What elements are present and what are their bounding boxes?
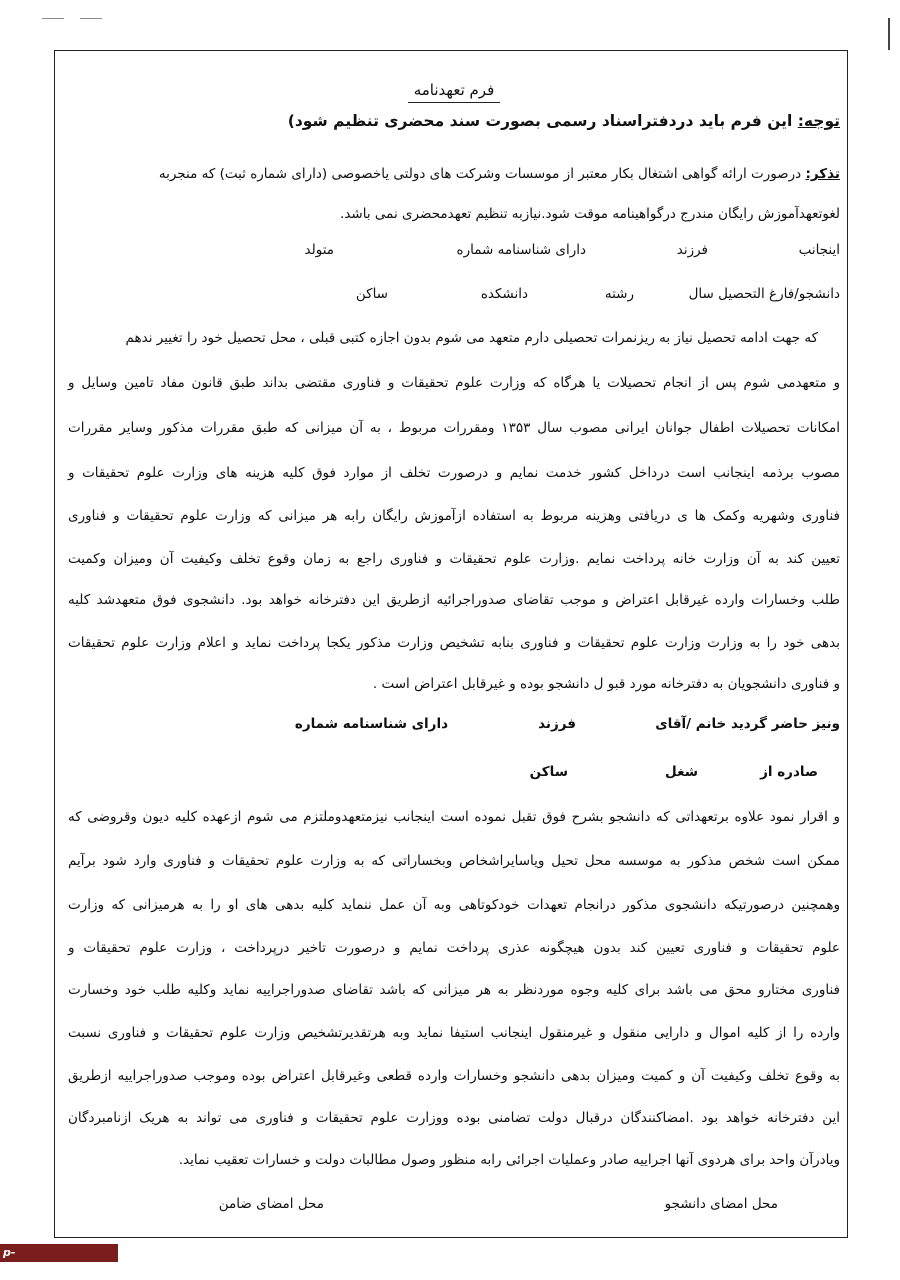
body2-line: ممکن است شخص مذکور به موسسه محل تحیل ویاسایراشخاص وبخساراتی که به وزارت علوم تحقیقات و فناوری وارد شود برآیم (68, 853, 840, 869)
reminder-label: تذکر: (805, 166, 840, 182)
label-id-number: دارای شناسنامه شماره (456, 242, 586, 258)
label-resident: ساکن (355, 286, 388, 302)
body2-line: فناوری مختارو محق می باشد برای کلیه وجوه موردنظر به هر میزانی که باشد تقاضای صدوراجراییه نماید وکلیه طلب خود وخسارت (68, 982, 840, 998)
scan-mark (80, 18, 102, 19)
body1-line: طلب وخسارات وارده غیرقابل اعتراض و موجب تقاضای صدوراجرائیه ازطریق این دفترخانه خواهد بود. دانشجوی فوق متعهدشد کلیه (68, 592, 840, 608)
body1-line: و فناوری دانشجویان به دفترخانه مورد قبو ل دانشجو بوده و غیرقابل اعتراض است . (372, 676, 840, 692)
body1-line: فناوری وشهریه وکمک ها ی دریافتی وهزینه مربوط به استفاده ازآموزش رایگان رابه هر میزانی که وزارت علوم تحقیقات و فناوری (68, 508, 840, 524)
label-also-present: ونیز حاضر گردید خانم /آقای (655, 716, 840, 732)
label-guarantor-child-of: فرزند (538, 716, 576, 732)
commitment-form (64, 58, 844, 1228)
scan-edge-line (888, 18, 890, 50)
label-field: رشته (604, 286, 634, 302)
body1-line: بدهی خود را به وزارت وزارت علوم تحقیقات و فناوری بنابه تشخیص وزارت مذکور یکجا پرداخت نماید و اعلام وزارت علوم تحقیقات (68, 635, 840, 651)
notice-label: توجه: (797, 112, 840, 130)
label-guarantor-id-number: دارای شناسنامه شماره (294, 716, 448, 732)
body1-line: که جهت ادامه تحصیل نیاز به ریزنمرات تحصیلی دارم متعهد می شوم بدون اجازه کتبی قبلی ، محل تحصیل خود را تغییر ندهم (125, 330, 818, 346)
body2-line: وارده را از کلیه اموال و دارایی منقول و غیرمنقول اینجانب استیفا نماید وبه هرتقدیرتشخیص وزارت علوم تحقیقات و فناوری نسبت (68, 1025, 840, 1041)
body2-line: این دفترخانه خواهد بود .امضاکنندگان درقبال دولت تضامنی بوده ووزارت علوم تحقیقات و فناوری می تواند به هریک ازنامبردگان (68, 1110, 840, 1126)
body1-line: مصوب برذمه اینجانب است درداخل کشور خدمت نمایم و درصورت تخلف از موارد فوق کلیه هزینه های وزارت علوم تحقیقات و (68, 465, 840, 481)
reminder-text-2: لغوتعهدآموزش رایگان مندرج درگواهینامه موقت شود.نیازبه تنظیم تعهدمحضری نمی باشد. (340, 206, 840, 222)
label-job: شغل (665, 764, 698, 780)
label-faculty: دانشکده (480, 286, 528, 302)
label-born: متولد (304, 242, 334, 258)
scan-mark (42, 18, 64, 19)
body1-line: تعیین کند به آن وزارت خانه پرداخت نمایم .وزارت علوم تحقیقات و فناوری راجع به زمان وقوع تخلف وکیفیت آن ومیزان وکمیت (68, 551, 840, 567)
notice-text: این فرم باید دردفتراسناد رسمی بصورت سند محضری تنظیم شود) (287, 112, 793, 130)
label-guarantor-resident: ساکن (529, 764, 568, 780)
site-watermark: p-ardakan.nus.ac.ir (0, 1244, 118, 1262)
label-child-of: فرزند (676, 242, 708, 258)
body1-line: و متعهدمی شوم پس از انجام تحصیلات یا هرگاه که وزارت علوم تحقیقات و فناوری مقتضی بداند طبق قانون مفاد تامین وسایل و (68, 375, 840, 391)
label-student-year: دانشجو/فارغ التحصیل سال (688, 286, 840, 302)
reminder-line (64, 164, 840, 184)
label-i: اینجانب (798, 242, 840, 258)
body1-line: امکانات تحصیلات اطفال جوانان ایرانی مصوب سال ۱۳۵۳ ومقررات مربوط ، به آن میزانی که طبق مقررات مذکور وسایر مقررات (68, 420, 840, 436)
body2-line: ویادرآن واحد برای هردوی آنها اجراییه صادر وعملیات اجرائی رابه منظور وصول مطالبات دولت و خسارات تعقیب نماید. (178, 1152, 840, 1168)
body2-line: علوم تحقیقات و فناوری تعیین کند بدون هیچگونه عذری پرداخت نمایم و درصورت تاخیر درپرداخت ، وزارت علوم تحقیقات و (68, 940, 840, 956)
reminder-text-1: درصورت ارائه گواهی اشتغال بکار معتبر از موسسات وشرکت های دولتی یاخصوصی (دارای شماره ثبت) که منجربه (158, 166, 802, 182)
student-signature-label: محل امضای دانشجو (664, 1196, 778, 1212)
notice (64, 111, 840, 131)
body2-line: به وقوع تخلف وکیفیت آن و کمیت ومیزان بدهی دانشجو وخسارات وارده قطعی وغیرقابل اعتراض بوده وموجب صدوراجراییه ازطریق (68, 1068, 840, 1084)
body2-line: و اقرار نمود علاوه برتعهداتی که دانشجو بشرح فوق تقبل نموده است اینجانب نیزمتعهدوملتزم می شوم ازعهده کلیه دیون وقروضی که (68, 809, 840, 825)
form-title: فرم تعهدنامه (64, 80, 844, 103)
label-issued-from: صادره از (760, 764, 818, 780)
guarantor-signature-label: محل امضای ضامن (218, 1196, 324, 1212)
body2-line: وهمچنین درصورتیکه دانشجوی مذکور درانجام تعهدات خودکوتاهی وبه آن عمل ننماید کلیه بدهی های او را به هرمیزانی که وزارت (68, 897, 840, 913)
